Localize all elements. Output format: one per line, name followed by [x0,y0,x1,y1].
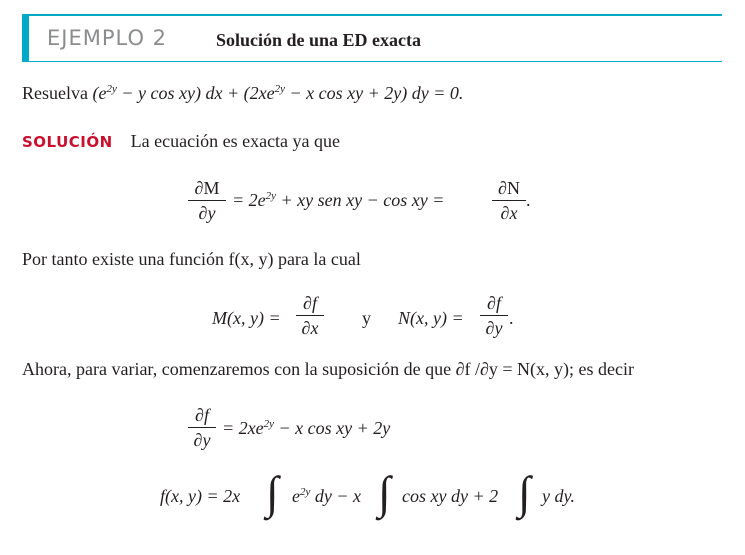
header-top-rule [22,14,722,16]
solution-label: SOLUCIÓN [22,133,113,151]
eq2-left-lhs: M(x, y) = [212,308,281,328]
problem-prefix: Resuelva [22,83,88,103]
eq2-right-lhs: N(x, y) = [398,308,464,328]
paragraph-3: Ahora, para variar, comenzaremos con la suposición de que ∂f /∂y = N(x, y); es decir [22,359,634,379]
solution-intro: La ecuación es exacta ya que [130,131,341,151]
eq2-conjunction: y [362,308,371,328]
eq3-rhs: = $2xe^{2y} - x$ cos xy + 2y [222,418,391,438]
eq2-right-fraction: ∂f ∂y [480,293,508,338]
eq3-fraction: ∂f ∂y [188,405,216,450]
eq4-lhs: f(x, y) = 2x [160,486,241,506]
example-label: EJEMPLO 2 [47,26,168,50]
integral-sign-2: ∫ [378,467,391,518]
eq4-term3: y dy. [542,486,575,506]
problem-statement [22,83,463,104]
problem-equation: ($e^{2y} - y$ cos xy) dx + ($2xe^{2y} - x$ cos xy + 2y) dy = 0. [92,83,464,103]
eq2-left-fraction: ∂f ∂x [296,293,324,338]
eq4-term2: cos xy dy + 2 [402,486,499,506]
eq1-middle: = $2e^{2y}$ + xy sen xy − cos xy = [232,190,445,210]
eq2-end: . [509,308,514,328]
eq1-lhs-fraction: ∂M ∂y [188,178,226,223]
solution-line [22,131,340,152]
integral-sign-3: ∫ [518,467,531,518]
header-bottom-rule [22,61,722,62]
example-header [22,14,722,62]
paragraph-2: Por tanto existe una función f(x, y) para la cual [22,249,361,269]
integral-sign-1: ∫ [266,467,279,518]
eq4-term1: $e^{2y}$ dy − x [292,486,362,506]
eq1-end: . [526,190,531,210]
eq1-rhs-fraction: ∂N ∂x [492,178,526,223]
example-title: Solución de una ED exacta [216,30,422,50]
header-accent-bar [22,16,29,62]
